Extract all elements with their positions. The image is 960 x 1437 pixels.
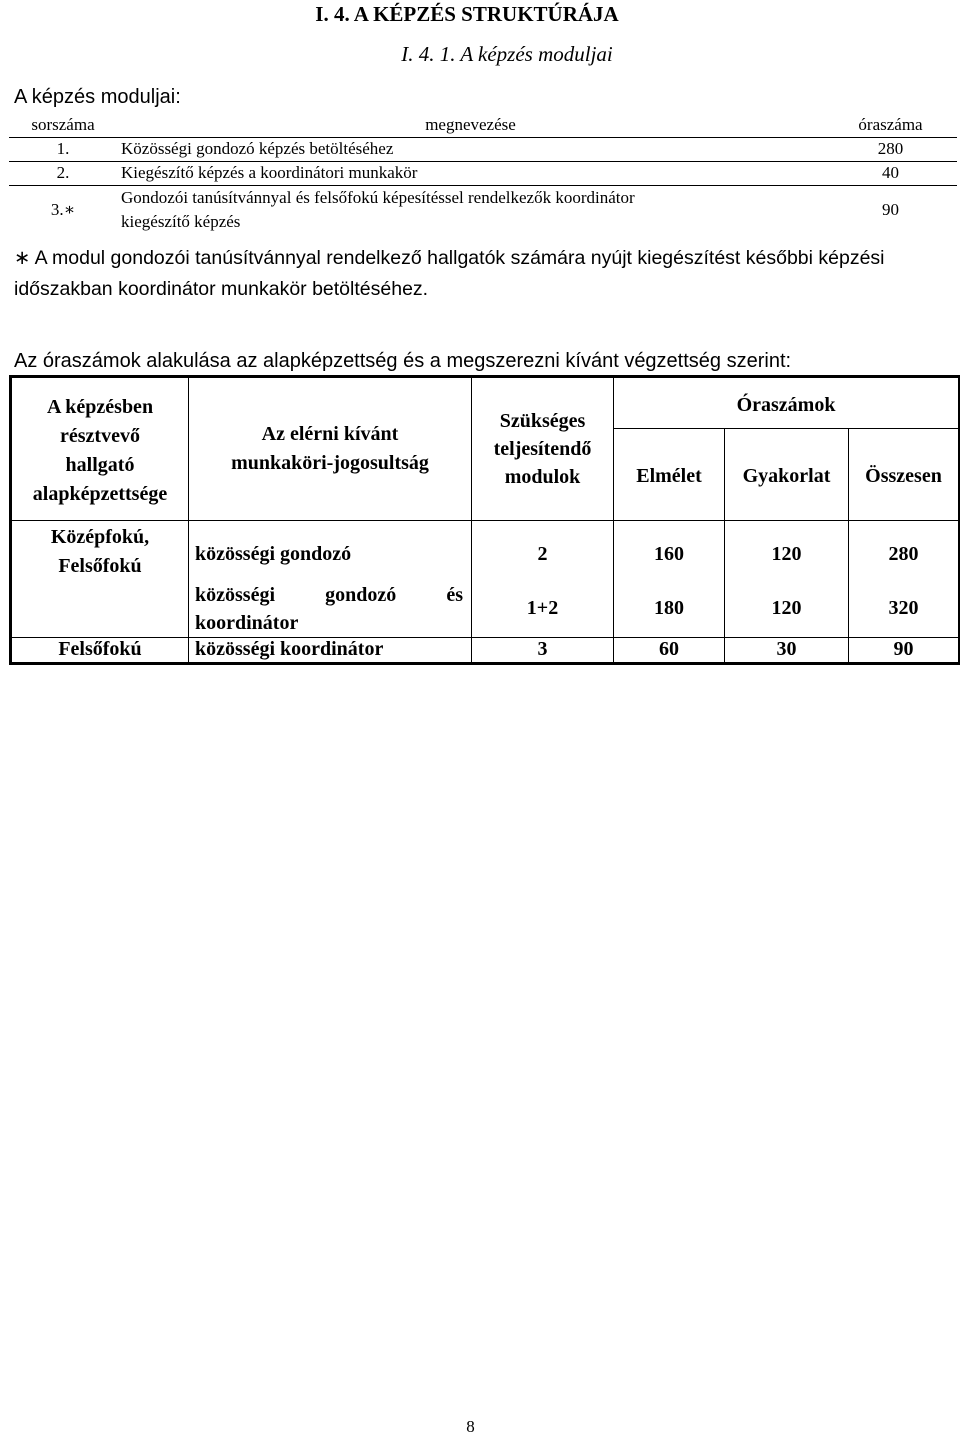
hours-intro: Az óraszámok alakulása az alapképzettség és a megszerezni kívánt végzettség szerint: [14,350,792,372]
row-target-role: közösségi gondozó [189,521,472,581]
module-name: Kiegészítő képzés a koordinátori munkakör [121,163,418,182]
footnote: ∗ A modul gondozói tanúsítvánnyal rendelkező hallgatók számára nyújt kiegészítést későbbi képzési időszakban koordinátor munkakör betöltéséhez. [14,247,885,300]
cell-line: közösségi gondozó és [195,583,463,606]
row-base-qualification [11,521,189,638]
header-line: Szükséges [499,410,586,432]
table-row [9,185,957,234]
row-theory: 60 [614,637,725,664]
section-heading: I. 4. A KÉPZÉS STRUKTÚRÁJA [315,2,619,26]
header-total: Összesen [849,429,960,521]
header-line: teljesítendő [493,438,592,460]
row-base-qualification: Felsőfokú [58,638,142,661]
table-row [11,637,960,664]
row-practice: 120 [725,581,849,638]
row-modules: 3 [472,637,614,664]
row-modules: 1+2 [472,581,614,638]
header-number: sorszáma [31,114,95,134]
module-number: 1. [56,139,70,158]
table-row [9,137,957,161]
row-practice: 120 [725,521,849,581]
header-required-modules [472,377,614,521]
header-target-qualification [189,377,472,521]
modules-intro: A képzés moduljai: [14,86,181,108]
header-line: A képzésben [46,396,154,418]
header-hours-group: Óraszámok [614,377,960,429]
cell-line: koordinátor [195,611,299,634]
module-hours: 40 [882,163,899,182]
header-name: megnevezése [425,114,516,134]
row-target-role: közösségi koordinátor [189,637,472,664]
module-name [117,185,824,234]
subsection-heading: I. 4. 1. A képzés moduljai [401,42,613,66]
row-modules: 2 [472,521,614,581]
header-hours: óraszáma [858,114,923,134]
module-number: 3.∗ [50,199,76,219]
row-theory: 160 [614,521,725,581]
header-base-qualification [11,377,189,521]
hours-table [9,375,960,665]
table-row [9,161,957,185]
cell-line: Felsőfokú [58,555,142,577]
header-practice: Gyakorlat [725,429,849,521]
module-hours: 90 [882,199,899,219]
header-line: hallgató [65,454,135,476]
module-name-line: Gondozói tanúsítvánnyal és felsőfokú képesítéssel rendelkezők koordinátor [121,187,635,207]
module-name-line: kiegészítő képzés [121,211,241,231]
hours-header-row [11,377,960,429]
row-total: 320 [849,581,960,638]
page-number: 8 [466,1417,475,1436]
module-hours: 280 [877,139,904,158]
row-total: 280 [849,521,960,581]
module-name: Közösségi gondozó képzés betöltéséhez [121,139,394,158]
header-line: modulok [504,466,581,488]
row-target-role [189,581,472,638]
header-line: munkaköri-jogosultság [231,452,429,474]
modules-table [9,113,957,234]
row-total: 90 [849,637,960,664]
row-practice: 30 [725,637,849,664]
table-row [11,521,960,581]
header-line: Az elérni kívánt [261,423,399,445]
modules-header-row [9,113,957,137]
header-line: alapképzettsége [32,483,168,505]
header-line: résztvevő [60,425,140,447]
module-number: 2. [56,163,70,182]
cell-line: Középfokú, [50,526,150,548]
header-theory: Elmélet [614,429,725,521]
row-theory: 180 [614,581,725,638]
